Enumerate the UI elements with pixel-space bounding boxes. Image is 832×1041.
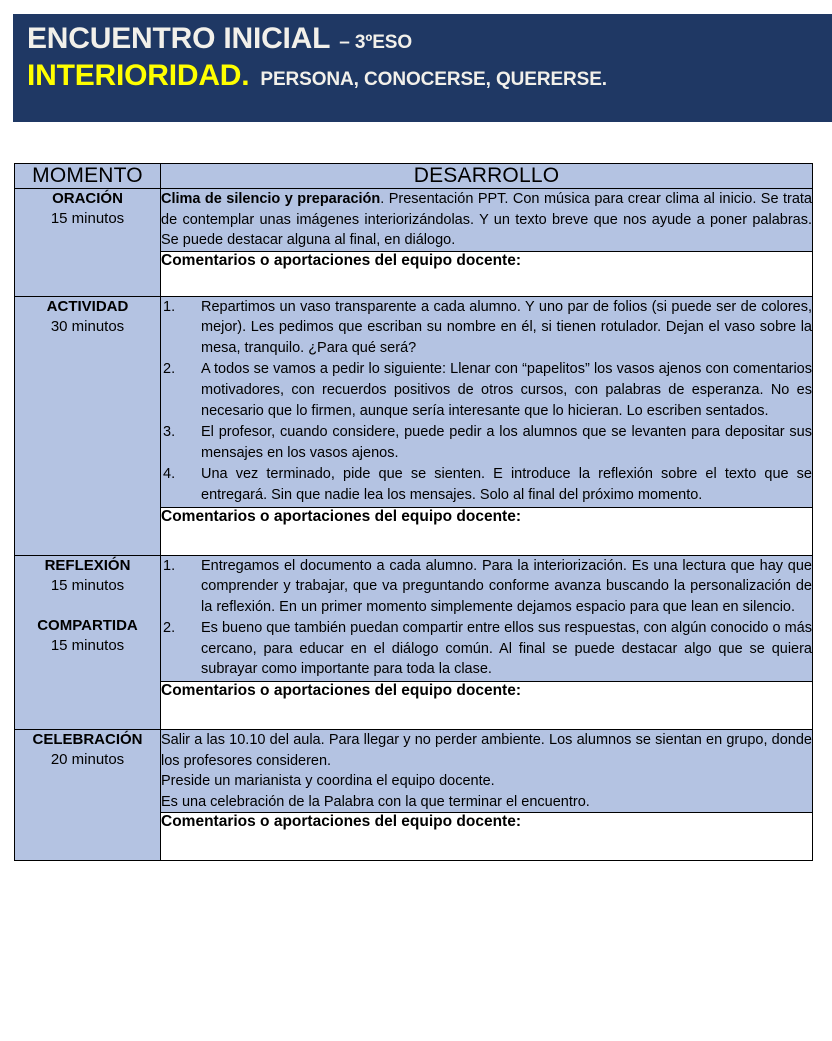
moment-label: CELEBRACIÓN [32,730,143,748]
moment-spacer [15,596,160,616]
comments-field-reflexion[interactable]: Comentarios o aportaciones del equipo docente: [161,681,813,729]
page-banner [13,14,832,122]
development-cell-reflexion [161,555,813,681]
moment-label: ACTIVIDAD [46,297,129,315]
moment-label: REFLEXIÓN [44,556,131,574]
moment-duration: 30 minutos [50,317,125,335]
development-lead-text: Clima de silencio y preparación [161,191,381,207]
moment-duration: 20 minutos [50,751,125,769]
list-item: Entregamos el documento a cada alumno. Para la interiorización. Es una lectura que hay que comprender y trabajar, que va preguntando conforme avanza buscando la personalización de la reflexión. En un primer momento simplemente dejamos espacio para que lean en silencio. [201,557,812,615]
moment-label: ORACIÓN [52,190,123,207]
session-plan-table [14,163,813,861]
banner-line-primary [27,21,832,56]
development-line: Preside un marianista y coordina el equipo docente. [161,773,495,790]
column-header-development: DESARROLLO [161,164,813,189]
list-item: Una vez terminado, pide que se sienten. E introduce la reflexión sobre el texto que se entregará. Sin que nadie lea los mensajes. Solo al final del próximo momento. [201,466,812,503]
comments-field-actividad[interactable]: Comentarios o aportaciones del equipo docente: [161,507,813,555]
development-cell-actividad [161,296,813,507]
banner-title-main: ENCUENTRO INICIAL [27,22,331,55]
banner-title-highlight: INTERIORIDAD. [27,59,250,93]
moment-cell-celebracion [15,729,161,860]
banner-title-level: – 3ºESO [339,32,413,53]
moment-cell-actividad [15,296,161,555]
list-item: El profesor, cuando considere, puede pedir a los alumnos que se levanten para depositar sus mensajes en los vasos ajenos. [201,424,812,461]
table-header-row [15,164,813,189]
table-row [15,296,813,507]
list-item: Repartimos un vaso transparente a cada alumno. Y uno par de folios (si puede ser de colores, mejor). Les pedimos que escriban su nombre en él, si tienen rotulador. Dejan el vaso sobre la mesa, tranquilo. ¿Para qué será? [201,298,812,356]
development-cell-celebracion [161,729,813,812]
list-item: A todos se vamos a pedir lo siguiente: Llenar con “papelitos” los vasos ajenos con comentarios motivadores, con recuerdos positivos de otros cursos, con palabras de esperanza. No es necesario que lo firmen, aunque sería interesante que lo hicieran. Lo escriben sentados. [201,361,812,419]
development-line: Es una celebración de la Palabra con la que terminar el encuentro. [161,793,590,810]
table-row [15,729,813,812]
moment-duration: 15 minutos [50,210,125,228]
moment-cell-reflexion [15,555,161,729]
banner-line-secondary [27,58,832,93]
development-step-list [161,297,812,506]
moment-duration: 15 minutos [50,576,125,594]
list-item: Es bueno que también puedan compartir entre ellos sus respuestas, con algún conocido o más cercano, para educar en el diálogo común. Al final se puede destacar algo que se quiera subrayar como importante para toda la clase. [201,620,812,678]
moment-cell-oracion [15,189,161,297]
development-line: Salir a las 10.10 del aula. Para llegar y no perder ambiente. Los alumnos se sientan en grupo, donde los profesores consideren. [161,731,812,769]
development-body-text: . Presentación PPT. Con música para crear clima al inicio. Se trata de contemplar unas imágenes interiorizándolas. Y un texto breve que nos ayude a poner palabras. Se puede destacar alguna al final, en diálogo. [161,191,812,249]
development-cell-oracion [161,189,813,252]
banner-title-subtitle: PERSONA, CONOCERSE, QUERERSE. [260,69,607,91]
column-header-moment: MOMENTO [15,164,161,189]
moment-duration-secondary: 15 minutos [50,636,125,654]
table-row [15,189,813,252]
development-step-list [161,556,812,680]
table-row [15,555,813,681]
comments-field-oracion[interactable]: Comentarios o aportaciones del equipo docente: [161,251,813,296]
moment-label-secondary: COMPARTIDA [37,616,138,634]
development-paragraph [161,189,812,251]
comments-field-celebracion[interactable]: Comentarios o aportaciones del equipo docente: [161,813,813,861]
